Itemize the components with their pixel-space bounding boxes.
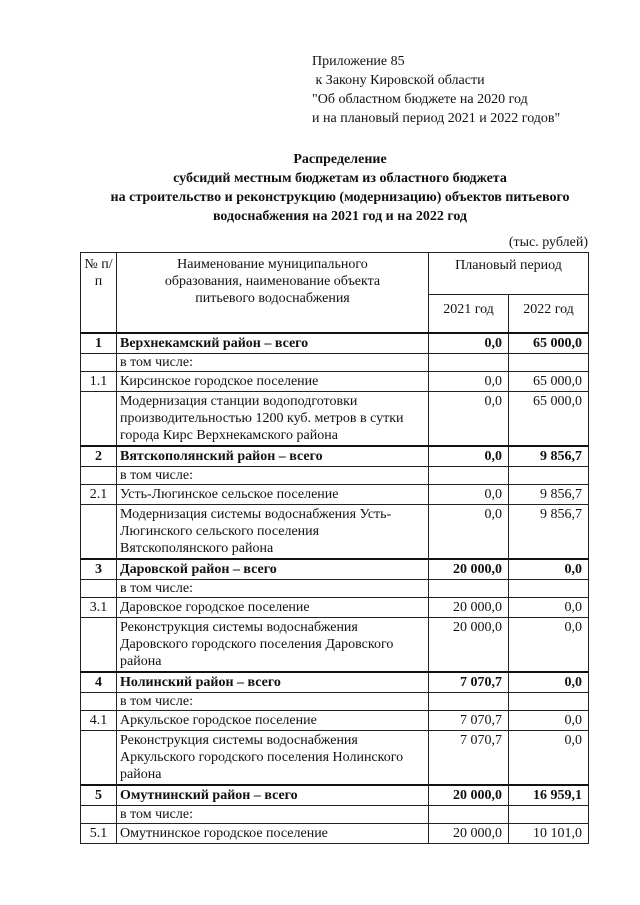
appendix-line: и на плановый период 2021 и 2022 годов" <box>312 111 561 126</box>
title-line: Распределение <box>293 152 387 167</box>
row-num <box>81 731 117 786</box>
appendix-line: Приложение 85 <box>312 54 405 69</box>
table-row <box>81 693 589 711</box>
row-value-2021: 20 000,0 <box>429 824 509 844</box>
row-value-2022: 16 959,1 <box>509 785 589 806</box>
row-value-2022: 0,0 <box>509 598 589 618</box>
header-name: Наименование муниципального образования, наименование объекта питьевого водоснабжения <box>117 253 429 334</box>
row-value-2021 <box>429 580 509 598</box>
row-value-2021: 0,0 <box>429 485 509 505</box>
row-value-2021: 20 000,0 <box>429 785 509 806</box>
table-row <box>81 806 589 824</box>
row-value-2022 <box>509 467 589 485</box>
row-num <box>81 354 117 372</box>
subsidy-table <box>80 252 589 844</box>
row-name: Кирсинское городское поселение <box>117 372 429 392</box>
row-value-2022: 9 856,7 <box>509 505 589 560</box>
row-value-2022: 65 000,0 <box>509 392 589 447</box>
table-body <box>81 333 589 844</box>
row-value-2021 <box>429 806 509 824</box>
row-name: Даровское городское поселение <box>117 598 429 618</box>
row-num <box>81 618 117 673</box>
title-line: на строительство и реконструкцию (модернизацию) объектов питьевого <box>110 190 570 205</box>
row-value-2022 <box>509 354 589 372</box>
row-value-2021: 0,0 <box>429 372 509 392</box>
table-header-row <box>81 253 589 295</box>
row-name: Реконструкция системы водоснабжения Аркульского городского поселения Нолинского района <box>117 731 429 786</box>
row-value-2021: 0,0 <box>429 446 509 467</box>
row-name: Омутнинский район – всего <box>117 785 429 806</box>
table-row <box>81 785 589 806</box>
row-value-2021 <box>429 693 509 711</box>
table-row <box>81 731 589 786</box>
table-row <box>81 446 589 467</box>
table-row <box>81 354 589 372</box>
row-value-2022: 0,0 <box>509 672 589 693</box>
row-num: 4 <box>81 672 117 693</box>
row-name: Модернизация системы водоснабжения Усть-Люгинского сельского поселения Вятскополянского района <box>117 505 429 560</box>
table-row <box>81 372 589 392</box>
table-row <box>81 598 589 618</box>
row-num: 2.1 <box>81 485 117 505</box>
row-num <box>81 505 117 560</box>
row-name: Даровской район – всего <box>117 559 429 580</box>
row-value-2022 <box>509 580 589 598</box>
table-row <box>81 505 589 560</box>
title-line: субсидий местным бюджетам из областного бюджета <box>173 171 507 186</box>
row-num: 2 <box>81 446 117 467</box>
table-row <box>81 333 589 354</box>
header-year-2022: 2022 год <box>509 295 589 334</box>
header-num: № п/п <box>81 253 117 334</box>
table-row <box>81 467 589 485</box>
row-name: в том числе: <box>117 467 429 485</box>
row-name: Аркульское городское поселение <box>117 711 429 731</box>
row-value-2021: 20 000,0 <box>429 618 509 673</box>
row-name: в том числе: <box>117 580 429 598</box>
table-row <box>81 485 589 505</box>
row-value-2021: 0,0 <box>429 333 509 354</box>
row-value-2021: 7 070,7 <box>429 731 509 786</box>
row-num: 5 <box>81 785 117 806</box>
row-value-2022: 9 856,7 <box>509 446 589 467</box>
row-name: Нолинский район – всего <box>117 672 429 693</box>
table-row <box>81 559 589 580</box>
row-num: 1 <box>81 333 117 354</box>
row-value-2021: 0,0 <box>429 392 509 447</box>
table-row <box>81 618 589 673</box>
row-name: Модернизация станции водоподготовки производительностью 1200 куб. метров в сутки города Кирс Верхнекамского района <box>117 392 429 447</box>
units-label: (тыс. рублей) <box>508 235 588 250</box>
title-line: водоснабжения на 2021 год и на 2022 год <box>212 209 468 224</box>
row-name: Вятскополянский район – всего <box>117 446 429 467</box>
row-value-2022: 65 000,0 <box>509 333 589 354</box>
row-num <box>81 392 117 447</box>
header-period: Плановый период <box>429 253 589 295</box>
table-row <box>81 392 589 447</box>
row-name: в том числе: <box>117 354 429 372</box>
row-num <box>81 693 117 711</box>
row-value-2021: 20 000,0 <box>429 559 509 580</box>
row-value-2022 <box>509 693 589 711</box>
row-num: 1.1 <box>81 372 117 392</box>
row-num <box>81 467 117 485</box>
header-year-2021: 2021 год <box>429 295 509 334</box>
row-value-2022 <box>509 806 589 824</box>
row-num <box>81 806 117 824</box>
appendix-line: к Закону Кировской области <box>312 73 485 88</box>
row-value-2022: 0,0 <box>509 618 589 673</box>
row-value-2022: 0,0 <box>509 711 589 731</box>
row-value-2021 <box>429 354 509 372</box>
appendix-line: "Об областном бюджете на 2020 год <box>312 92 528 107</box>
row-value-2022: 65 000,0 <box>509 372 589 392</box>
row-num: 3 <box>81 559 117 580</box>
row-name: Усть-Люгинское сельское поселение <box>117 485 429 505</box>
row-num: 4.1 <box>81 711 117 731</box>
table-row <box>81 711 589 731</box>
appendix-header <box>312 52 560 128</box>
row-value-2022: 0,0 <box>509 731 589 786</box>
table-row <box>81 672 589 693</box>
row-name: в том числе: <box>117 693 429 711</box>
row-value-2021: 20 000,0 <box>429 598 509 618</box>
row-name: Реконструкция системы водоснабжения Даровского городского поселения Даровского района <box>117 618 429 673</box>
row-value-2022: 10 101,0 <box>509 824 589 844</box>
row-name: Омутнинское городское поселение <box>117 824 429 844</box>
row-name: в том числе: <box>117 806 429 824</box>
row-num: 3.1 <box>81 598 117 618</box>
row-num <box>81 580 117 598</box>
row-value-2022: 9 856,7 <box>509 485 589 505</box>
table-row <box>81 580 589 598</box>
table-row <box>81 824 589 844</box>
row-num: 5.1 <box>81 824 117 844</box>
row-value-2021 <box>429 467 509 485</box>
document-title <box>60 150 620 226</box>
row-value-2022: 0,0 <box>509 559 589 580</box>
row-value-2021: 7 070,7 <box>429 711 509 731</box>
row-value-2021: 7 070,7 <box>429 672 509 693</box>
row-name: Верхнекамский район – всего <box>117 333 429 354</box>
row-value-2021: 0,0 <box>429 505 509 560</box>
